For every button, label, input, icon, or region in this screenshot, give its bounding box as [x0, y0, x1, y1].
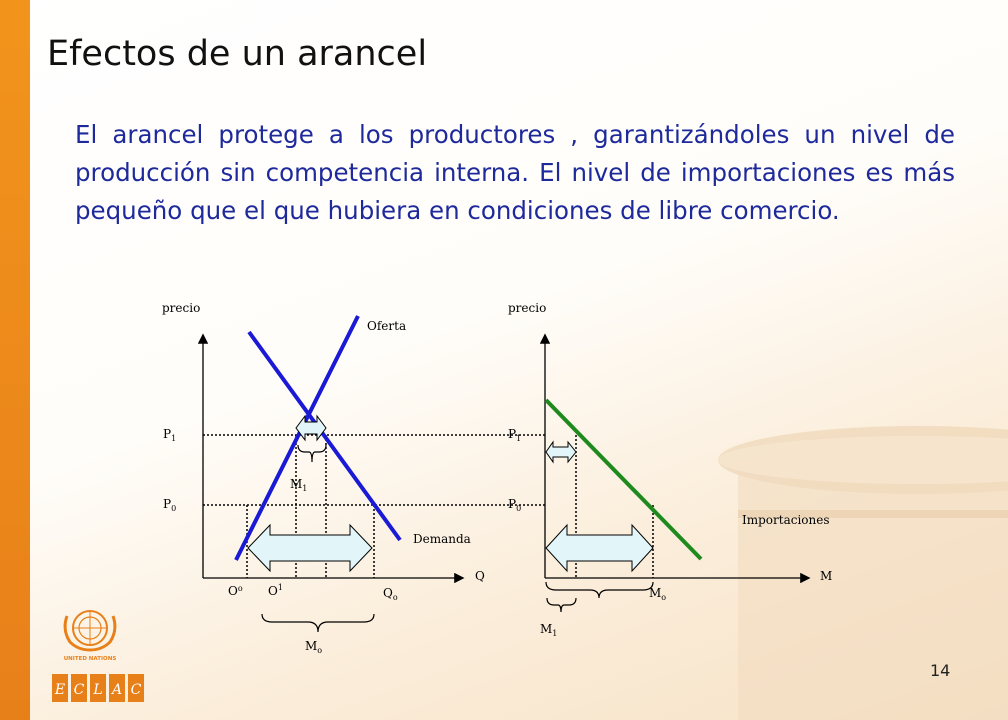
un-emblem-icon — [65, 611, 115, 650]
right-p1-label: $P_1$ — [508, 427, 522, 443]
right-m0-brace — [546, 582, 653, 598]
eclac-un-logo — [52, 598, 147, 708]
right-m1-label: $M_1$ — [540, 622, 558, 638]
supply-curve — [236, 316, 358, 560]
supply-label: Oferta — [367, 319, 407, 333]
right-m1-arrow — [546, 442, 576, 462]
right-y-axis-label: precio — [508, 301, 547, 315]
left-y-axis-label: precio — [162, 301, 201, 315]
eclac-letter-c: C — [73, 682, 85, 698]
left-p1-label: $P_1$ — [163, 427, 177, 443]
left-m0-brace — [262, 614, 374, 632]
o0-label: $O^o$ — [228, 584, 243, 598]
slide-title: Efectos de un arancel — [47, 34, 428, 74]
eclac-letter-e: E — [54, 682, 66, 698]
left-diagram — [162, 301, 545, 655]
right-m1-brace — [547, 598, 576, 612]
demand-label: Demanda — [413, 532, 471, 546]
left-x-axis-label: Q — [475, 569, 485, 583]
right-p0-label: $P_0$ — [508, 497, 522, 513]
left-m1-brace — [298, 445, 326, 462]
o1-label: $O^1$ — [268, 583, 283, 598]
eclac-letters — [52, 674, 144, 702]
united-nations-text: UNITED NATIONS — [63, 656, 117, 662]
demand-curve — [249, 332, 400, 540]
right-m0-arrow — [546, 525, 653, 571]
right-x-axis-label: M — [820, 569, 833, 583]
left-m0-arrow — [248, 525, 372, 571]
right-m0-label: $M_o$ — [649, 586, 667, 602]
q0-label: $Q_o$ — [383, 586, 398, 602]
import-curve-label: Importaciones — [742, 513, 830, 527]
eclac-letter-l: L — [93, 682, 103, 698]
left-m1-label: $M_1$ — [290, 477, 308, 493]
left-p0-label: $P_0$ — [163, 497, 177, 513]
page-number: 14 — [930, 661, 951, 680]
slide-body-text: El arancel protege a los productores , garantizándoles un nivel de producción sin competencia interna. El nivel de importaciones es más pequeño que el que hubiera en condiciones de libre comercio. — [75, 120, 955, 225]
eclac-letter-c2: C — [130, 682, 142, 698]
right-diagram — [508, 301, 832, 638]
eclac-letter-a: A — [111, 682, 123, 698]
left-m0-label: $M_o$ — [305, 639, 323, 655]
